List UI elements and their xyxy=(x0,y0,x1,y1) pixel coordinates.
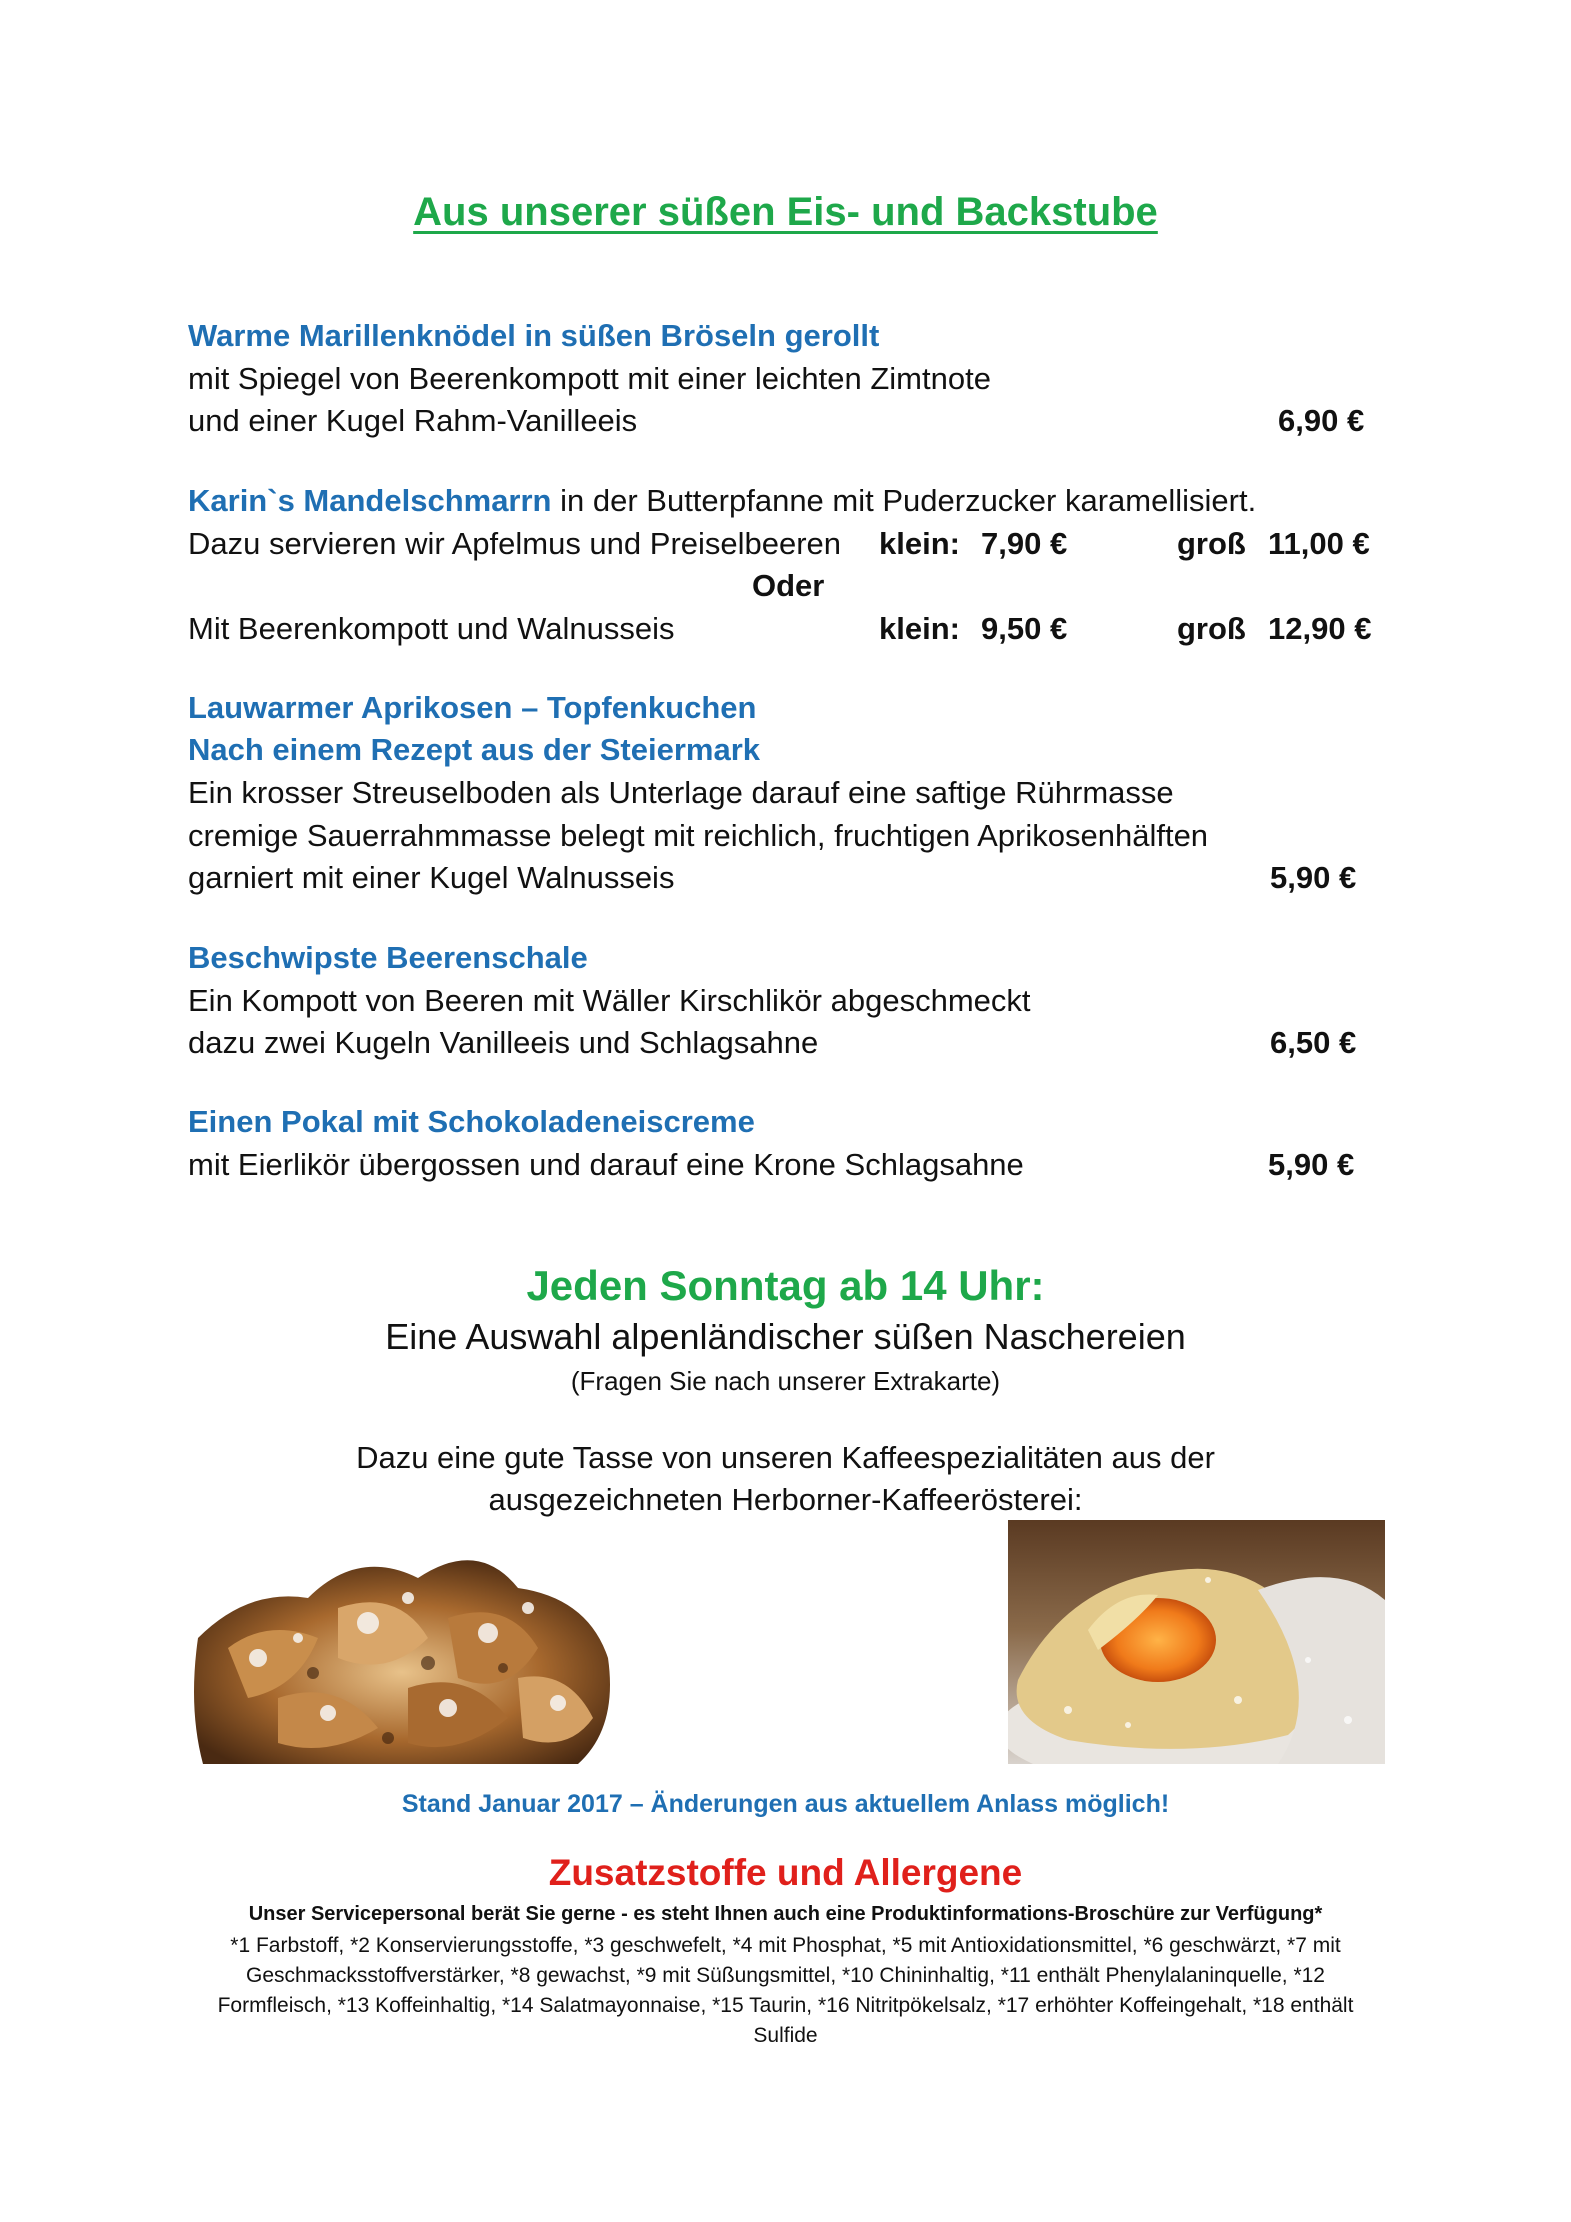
item-option-text: Dazu servieren wir Apfelmus und Preiselbeeren xyxy=(188,526,842,561)
item-description-line: cremige Sauerrahmmasse belegt mit reichlich, fruchtigen Aprikosenhälften xyxy=(188,818,1209,853)
item-title-topfenkuchen: Lauwarmer Aprikosen – Topfenkuchen xyxy=(188,690,757,725)
validity-note: Stand Januar 2017 – Änderungen aus aktuellem Anlass möglich! xyxy=(401,1790,1170,1818)
large-price: 11,00 € xyxy=(1268,526,1370,561)
item-title-pokal: Einen Pokal mit Schokoladeneiscreme xyxy=(188,1104,755,1139)
large-price: 12,90 € xyxy=(1268,611,1372,646)
item-option-text: Mit Beerenkompott und Walnusseis xyxy=(188,611,675,646)
small-label: klein: xyxy=(879,526,960,561)
allergens-intro: Unser Servicepersonal berät Sie gerne - es steht Ihnen auch eine Produktinformations-Broschüre zur Verfügung* xyxy=(248,1903,1323,1925)
item-title-marillenknoedel: Warme Marillenknödel in süßen Bröseln gerollt xyxy=(188,318,880,353)
kaiserschmarrn-illustration xyxy=(188,1528,618,1764)
small-label: klein: xyxy=(879,611,960,646)
item-description-line: Ein krosser Streuselboden als Unterlage darauf eine saftige Rührmasse xyxy=(188,775,1174,810)
sunday-note: (Fragen Sie nach unserer Extrakarte) xyxy=(570,1366,1001,1396)
small-price: 9,50 € xyxy=(981,611,1068,646)
sunday-subtitle: Eine Auswahl alpenländischer süßen Naschereien xyxy=(385,1316,1186,1357)
item-subtitle: Nach einem Rezept aus der Steiermark xyxy=(188,732,761,767)
photo-marillenknoedel xyxy=(1008,1520,1385,1764)
item-description-line: mit Spiegel von Beerenkompott mit einer leichten Zimtnote xyxy=(188,361,991,396)
allergens-list: *1 Farbstoff, *2 Konservierungsstoffe, *3 geschwefelt, *4 mit Phosphat, *5 mit Antioxidationsmittel, *6 geschwärzt, *7 mit Geschmacksstoffverstärker, *8 gewachst, *9 mit Süßungsmittel, *10 Chininhaltig, *11 enthält Phenylalaninquelle, *12 Formfleisch, *13 Koffeinhaltig, *14 Salatmayonnaise, *15 Taurin, *16 Nitritpökelsalz, *17 erhöhter Koffeingehalt, *18 enthält Sulfide xyxy=(217,1934,1354,2047)
item-description-line: dazu zwei Kugeln Vanilleeis und Schlagsahne xyxy=(188,1025,819,1060)
page-title: Aus unserer süßen Eis- und Backstube xyxy=(413,190,1158,234)
item-price: 5,90 € xyxy=(1268,1147,1355,1182)
or-separator: Oder xyxy=(752,568,825,603)
large-label: groß xyxy=(1177,526,1246,561)
item-price: 6,50 € xyxy=(1270,1025,1357,1060)
item-description-line: mit Eierlikör übergossen und darauf eine Krone Schlagsahne xyxy=(188,1147,1024,1182)
coffee-text: Dazu eine gute Tasse von unseren Kaffeespezialitäten aus der ausgezeichneten Herborner-Kaffeerösterei: xyxy=(356,1440,1215,1517)
item-title-mandelschmarrn-row xyxy=(188,483,1256,519)
small-price: 7,90 € xyxy=(981,526,1068,561)
item-description-line: und einer Kugel Rahm-Vanilleeis xyxy=(188,403,638,438)
sunday-heading: Jeden Sonntag ab 14 Uhr: xyxy=(526,1262,1045,1309)
marillenknoedel-illustration xyxy=(1008,1520,1385,1764)
photo-kaiserschmarrn xyxy=(188,1528,618,1764)
item-description-line: garniert mit einer Kugel Walnusseis xyxy=(188,860,675,895)
allergens-title: Zusatzstoffe und Allergene xyxy=(548,1852,1023,1893)
large-label: groß xyxy=(1177,611,1246,646)
item-price: 6,90 € xyxy=(1278,403,1365,438)
item-title-mandelschmarrn: Karin`s Mandelschmarrn xyxy=(188,483,552,518)
item-title-rest: in der Butterpfanne mit Puderzucker karamellisiert. xyxy=(551,483,1257,518)
item-price: 5,90 € xyxy=(1270,860,1357,895)
item-description-line: Ein Kompott von Beeren mit Wäller Kirschlikör abgeschmeckt xyxy=(188,983,1031,1018)
item-title-beerenschale: Beschwipste Beerenschale xyxy=(188,940,588,975)
